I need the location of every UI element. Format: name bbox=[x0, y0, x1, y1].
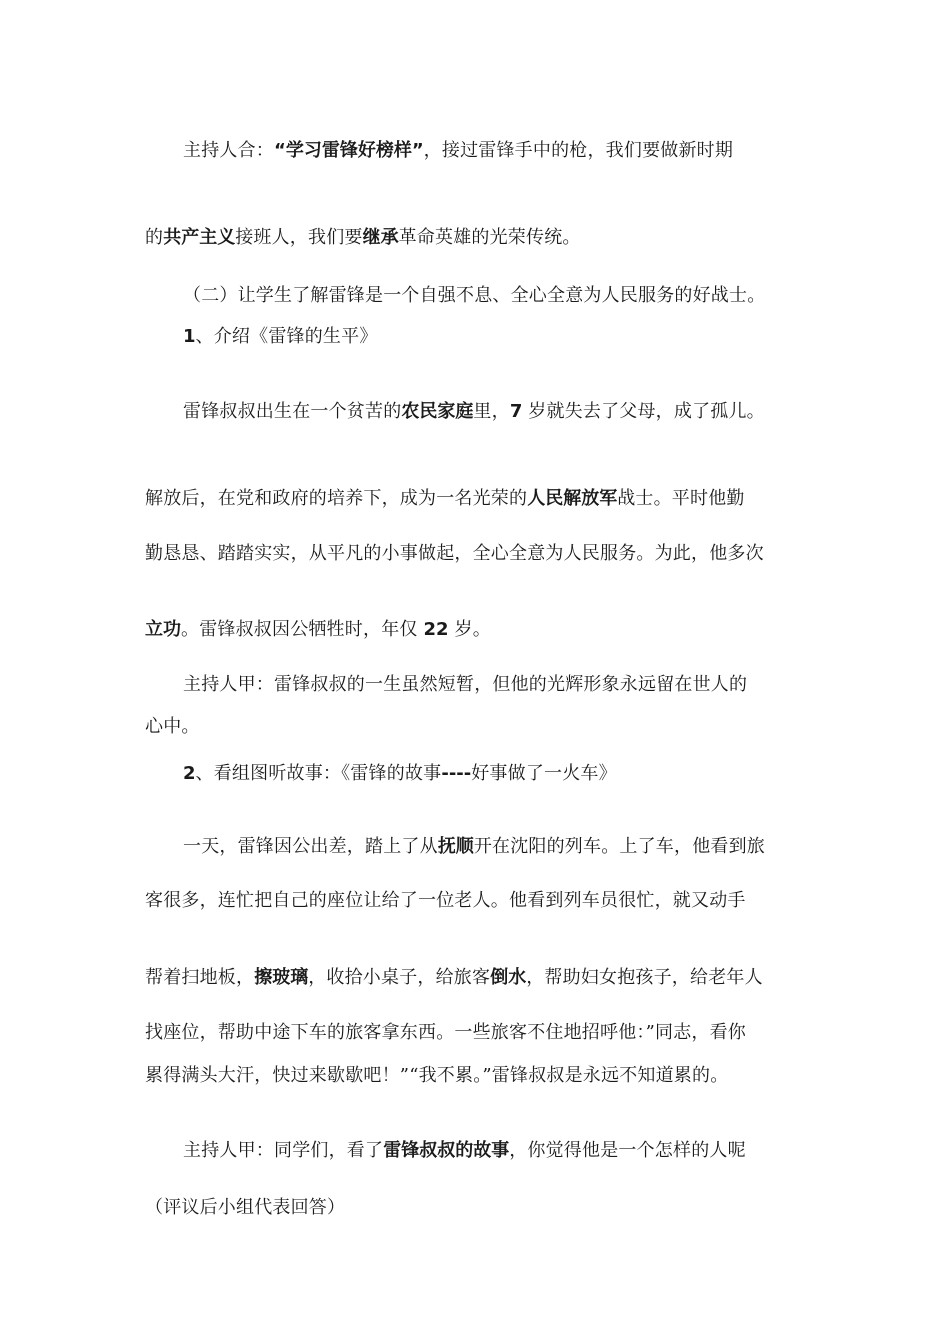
body-text: 里， bbox=[473, 401, 510, 422]
bold-text: ---- bbox=[441, 763, 472, 784]
body-text: 、看组图听故事：《雷锋的故事 bbox=[195, 763, 442, 784]
body-text: 心中。 bbox=[145, 716, 200, 737]
paragraph-line bbox=[145, 542, 764, 566]
body-text: 岁。 bbox=[448, 619, 491, 640]
body-text: 主持人合： bbox=[183, 140, 274, 161]
body-text: 雷锋叔叔出生在一个贫苦的 bbox=[183, 401, 402, 422]
body-text: ，帮助妇女抱孩子，给老年人 bbox=[526, 967, 763, 988]
body-text: 的 bbox=[145, 227, 164, 248]
bold-text: “学习雷锋好榜样” bbox=[274, 140, 424, 161]
paragraph-line bbox=[183, 673, 747, 697]
body-text: 主持人甲：雷锋叔叔的一生虽然短暂，但他的光辉形象永远留在世人的 bbox=[183, 674, 748, 695]
bold-text: 继承 bbox=[362, 227, 399, 248]
body-text: 客很多，连忙把自己的座位让给了一位老人。他看到列车员很忙，就又动手 bbox=[145, 890, 746, 911]
paragraph-line bbox=[183, 762, 617, 786]
bold-text: 22 bbox=[423, 619, 449, 640]
body-text: 岁就失去了父母，成了孤儿。 bbox=[522, 401, 765, 422]
paragraph-line bbox=[145, 487, 745, 511]
body-text: 好事做了一火车》 bbox=[471, 763, 617, 784]
bold-text: 人民解放军 bbox=[527, 488, 618, 509]
bold-text: 农民家庭 bbox=[401, 401, 474, 422]
bold-text: 立功 bbox=[145, 619, 181, 640]
body-text: ，收拾小桌子，给旅客 bbox=[308, 967, 491, 988]
body-text: 。雷锋叔叔因公牺牲时，年仅 bbox=[181, 619, 424, 640]
body-text: 找座位，帮助中途下车的旅客拿东西。一些旅客不住地招呼他：”同志，看你 bbox=[145, 1022, 746, 1043]
body-text: 、介绍《雷锋的生平》 bbox=[195, 326, 378, 347]
paragraph-line bbox=[145, 966, 763, 990]
bold-text: 擦玻璃 bbox=[254, 967, 309, 988]
body-text: 接班人，我们要 bbox=[235, 227, 363, 248]
bold-text: 雷锋叔叔的故事 bbox=[383, 1140, 510, 1161]
paragraph-line bbox=[183, 325, 378, 349]
body-text: 勤恳恳、踏踏实实，从平凡的小事做起，全心全意为人民服务。为此，他多次 bbox=[145, 543, 764, 564]
paragraph-line bbox=[183, 284, 765, 308]
body-text: 革命英雄的光荣传统。 bbox=[398, 227, 581, 248]
paragraph-line bbox=[145, 226, 581, 250]
paragraph-line bbox=[183, 139, 733, 163]
bold-text: 倒水 bbox=[490, 967, 527, 988]
body-text: 开在沈阳的列车。上了车，他看到旅 bbox=[473, 836, 766, 857]
paragraph-line bbox=[183, 400, 765, 424]
bold-text: 共产主义 bbox=[163, 227, 236, 248]
paragraph-line bbox=[145, 715, 200, 739]
body-text: ，接过雷锋手中的枪，我们要做新时期 bbox=[423, 140, 734, 161]
bold-text: 2 bbox=[183, 763, 196, 784]
paragraph-line bbox=[145, 1064, 728, 1088]
body-text: 战士。平时他勤 bbox=[617, 488, 745, 509]
paragraph-line bbox=[145, 889, 746, 913]
paragraph-line bbox=[145, 1196, 345, 1220]
body-text: 一天，雷锋因公出差，踏上了从 bbox=[183, 836, 438, 857]
body-text: 累得满头大汗，快过来歇歇吧！”“我不累。”雷锋叔叔是永远不知道累的。 bbox=[145, 1065, 729, 1086]
body-text: 主持人甲：同学们，看了 bbox=[183, 1140, 384, 1161]
bold-text: 1 bbox=[183, 326, 196, 347]
body-text: ，你觉得他是一个怎样的人呢 bbox=[509, 1140, 746, 1161]
body-text: （二）让学生了解雷锋是一个自强不息、全心全意为人民服务的好战士。 bbox=[183, 285, 766, 306]
paragraph-line bbox=[145, 1021, 746, 1045]
paragraph-line bbox=[183, 1139, 746, 1163]
paragraph-line bbox=[183, 835, 765, 859]
bold-text: 抚顺 bbox=[437, 836, 474, 857]
paragraph-line bbox=[145, 618, 491, 642]
body-text: （评议后小组代表回答） bbox=[145, 1197, 346, 1218]
body-text: 解放后，在党和政府的培养下，成为一名光荣的 bbox=[145, 488, 528, 509]
body-text: 帮着扫地板， bbox=[145, 967, 255, 988]
bold-text: 7 bbox=[509, 401, 523, 422]
